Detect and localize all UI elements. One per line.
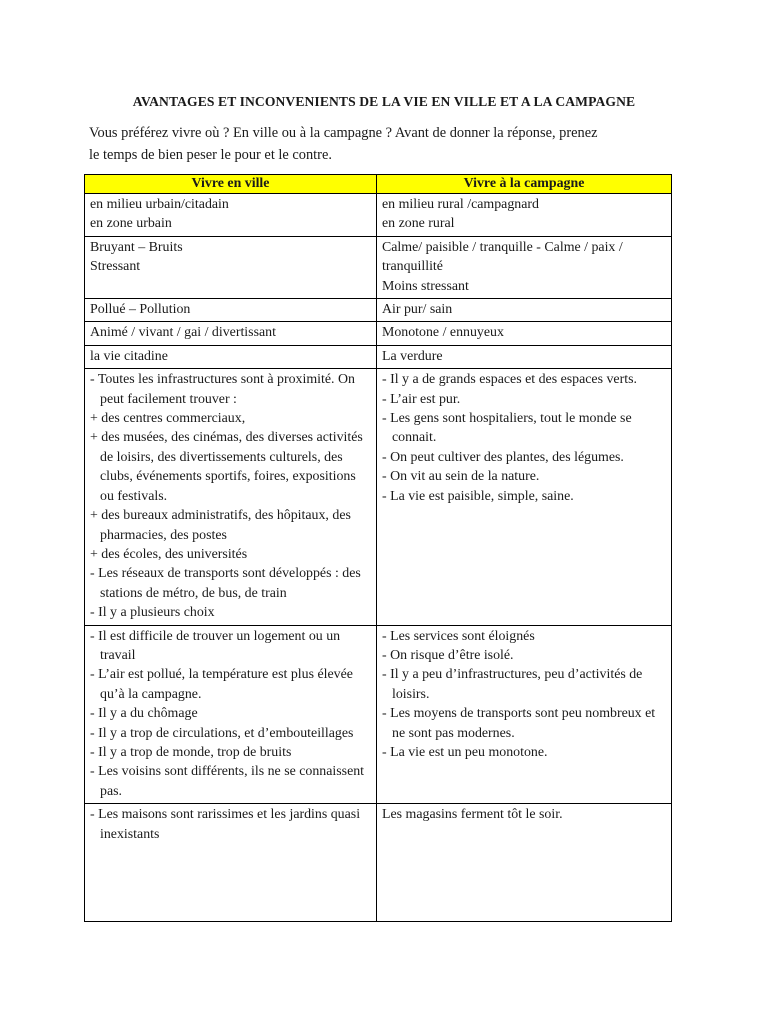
intro-paragraph [89, 122, 684, 166]
table-row [85, 625, 672, 804]
intro-line: le temps de bien peser le pour et le contre. [89, 147, 332, 163]
cell-ville [85, 369, 377, 625]
cell-ville [85, 299, 377, 322]
cell-line: La verdure [382, 348, 443, 364]
cell-line: - Les services sont éloignés [382, 628, 535, 644]
cell-line: - L’air est pollué, la température est plus élevée qu’à la campagne. [90, 667, 353, 702]
cell-line: + des centres commerciaux, [90, 411, 246, 427]
cell-line: - Il y a trop de circulations, et d’embouteillages [90, 725, 354, 741]
table-row [85, 236, 672, 298]
cell-line: en milieu urbain/citadain [90, 197, 229, 212]
cell-line: + des bureaux administratifs, des hôpitaux, des pharmacies, des postes [90, 508, 351, 543]
header-ville: Vivre en ville [85, 175, 377, 194]
table-row [85, 804, 672, 922]
header-campagne: Vivre à la campagne [377, 175, 672, 194]
cell-line: + des écoles, des universités [90, 546, 248, 562]
cell-campagne [377, 369, 672, 625]
cell-line: Bruyant – Bruits [90, 239, 183, 255]
cell-line: - Toutes les infrastructures sont à proximité. On peut facilement trouver : [90, 372, 355, 407]
table-row [85, 322, 672, 345]
cell-ville [85, 804, 377, 922]
cell-line: Moins stressant [382, 278, 469, 294]
cell-ville [85, 236, 377, 298]
cell-line: - La vie est paisible, simple, saine. [382, 488, 574, 504]
cell-line: - Les gens sont hospitaliers, tout le monde se connait. [382, 411, 632, 446]
cell-line: - Il y a du chômage [90, 706, 198, 722]
table-row [85, 345, 672, 368]
cell-line: - L’air est pur. [382, 391, 461, 407]
cell-line: en milieu rural /campagnard [382, 197, 539, 212]
cell-line: - On vit au sein de la nature. [382, 469, 540, 485]
cell-line: en zone urbain [90, 216, 172, 232]
cell-line: - Les maisons sont rarissimes et les jardins quasi inexistants [90, 807, 361, 842]
cell-line: + des musées, des cinémas, des diverses activités de loisirs, des divertissements culturels, des clubs, événements sportifs, foires, expositions ou festivals. [90, 430, 363, 504]
cell-line: Pollué – Pollution [90, 302, 191, 318]
cell-line: Animé / vivant / gai / divertissant [90, 325, 276, 341]
cell-ville [85, 322, 377, 345]
cell-line: - On peut cultiver des plantes, des légumes. [382, 449, 624, 465]
cell-line: - Les réseaux de transports sont développés : des stations de métro, de bus, de train [90, 566, 361, 601]
cell-line: - Il y a de grands espaces et des espaces verts. [382, 372, 637, 388]
cell-ville [85, 625, 377, 804]
table-header-row [85, 175, 672, 194]
cell-line: la vie citadine [90, 348, 168, 364]
cell-line: Air pur/ sain [382, 302, 453, 318]
cell-line: - On risque d’être isolé. [382, 647, 514, 663]
cell-campagne [377, 804, 672, 922]
cell-ville [85, 345, 377, 368]
table-row [85, 194, 672, 237]
table-body [85, 194, 672, 922]
cell-line: - Les voisins sont différents, ils ne se connaissent pas. [90, 764, 365, 799]
cell-line: Stressant [90, 259, 141, 275]
cell-line: Calme/ paisible / tranquille - Calme / paix / tranquillité [382, 239, 623, 275]
cell-campagne [377, 194, 672, 237]
cell-line: Les magasins ferment tôt le soir. [382, 807, 563, 823]
cell-campagne [377, 236, 672, 298]
cell-line: - Il est difficile de trouver un logement ou un travail [90, 628, 341, 663]
cell-campagne [377, 345, 672, 368]
table-row [85, 299, 672, 322]
cell-line: - Les moyens de transports sont peu nombreux et ne sont pas modernes. [382, 706, 656, 741]
document-title: AVANTAGES ET INCONVENIENTS DE LA VIE EN VILLE ET A LA CAMPAGNE [132, 94, 636, 109]
table-row [85, 369, 672, 625]
cell-line: - Il y a peu d’infrastructures, peu d’activités de loisirs. [382, 667, 643, 702]
intro-line: Vous préférez vivre où ? En ville ou à la campagne ? Avant de donner la réponse, prenez [89, 125, 598, 141]
cell-campagne [377, 625, 672, 804]
cell-line: - Il y a trop de monde, trop de bruits [90, 744, 292, 760]
cell-line: - La vie est un peu monotone. [382, 744, 548, 760]
cell-campagne [377, 322, 672, 345]
cell-line: Monotone / ennuyeux [382, 325, 504, 341]
cell-line: en zone rural [382, 216, 455, 232]
cell-ville [85, 194, 377, 237]
cell-line: - Il y a plusieurs choix [90, 605, 215, 621]
comparison-table [84, 174, 672, 922]
cell-campagne [377, 299, 672, 322]
